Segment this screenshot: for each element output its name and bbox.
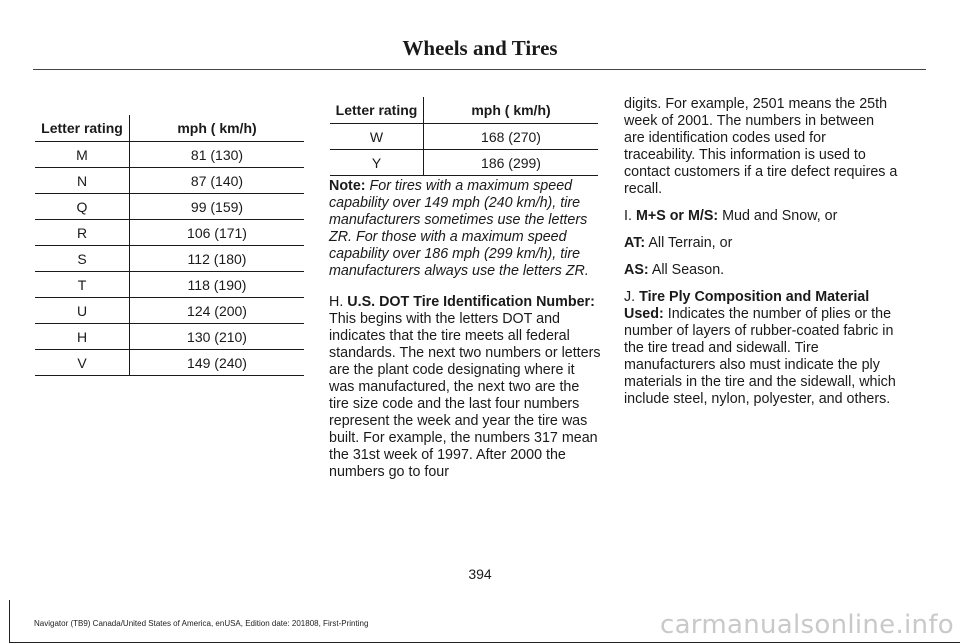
letter-cell: W (330, 124, 424, 150)
crop-mark-left (9, 600, 10, 643)
section-i-prefix: I. (624, 208, 632, 224)
section-h-prefix: H. (329, 294, 344, 310)
letter-cell: R (35, 220, 130, 246)
column-header-letter-rating: Letter rating (35, 115, 130, 142)
at-text: All Terrain, or (648, 235, 733, 251)
section-h-paragraph (329, 294, 603, 481)
letter-cell: N (35, 168, 130, 194)
letter-cell: Y (330, 150, 424, 176)
speed-cell: 168 (270) (424, 124, 599, 150)
page-title: Wheels and Tires (402, 36, 558, 60)
note-paragraph (329, 178, 603, 280)
section-h-continued: digits. For example, 2501 means the 25th week of 2001. The numbers in between are identification codes used for traceability. This information is used to contact customers if a tire defect requires a recall. (624, 96, 898, 197)
table-row (35, 142, 304, 168)
speed-cell: 124 (200) (130, 298, 305, 324)
section-i-label: M+S or M/S: (635, 208, 719, 224)
as-paragraph (624, 262, 898, 279)
speed-cell: 106 (171) (130, 220, 305, 246)
section-i-text: Mud and Snow, or (722, 208, 838, 224)
speed-rating-table-1 (35, 115, 304, 376)
as-label: AS: (624, 262, 649, 278)
letter-cell: T (35, 272, 130, 298)
table-row (35, 324, 304, 350)
table-row (35, 194, 304, 220)
header-divider (33, 69, 926, 70)
section-h-label: U.S. DOT Tire Identification Number: (347, 294, 595, 310)
section-j-text: Indicates the number of plies or the number of layers of rubber-coated fabric in the tire tread and sidewall. Tire manufacturers also must indicate the ply materials in the tire and the sidewall, which include steel, nylon, polyester, and others. (624, 306, 896, 407)
letter-cell: Q (35, 194, 130, 220)
column-header-speed: mph ( km/h) (130, 115, 305, 142)
middle-column (329, 178, 603, 491)
at-label: AT: (624, 235, 646, 251)
column-header-letter-rating: Letter rating (330, 97, 424, 124)
at-paragraph (624, 235, 898, 252)
table-row (330, 150, 598, 176)
speed-rating-table-2 (330, 97, 598, 176)
speed-cell: 149 (240) (130, 350, 305, 376)
table-row (35, 298, 304, 324)
speed-cell: 118 (190) (130, 272, 305, 298)
letter-cell: S (35, 246, 130, 272)
letter-cell: U (35, 298, 130, 324)
column-header-speed: mph ( km/h) (424, 97, 599, 124)
as-text: All Season. (651, 262, 725, 278)
table-row (35, 168, 304, 194)
note-label: Note: (329, 178, 366, 194)
section-i-paragraph (624, 208, 898, 225)
speed-cell: 112 (180) (130, 246, 305, 272)
table-header-row (35, 115, 304, 142)
table-row (330, 124, 598, 150)
letter-cell: V (35, 350, 130, 376)
letter-cell: M (35, 142, 130, 168)
table-header-row (330, 97, 598, 124)
table-row (35, 350, 304, 376)
footer-edition-info: Navigator (TB9) Canada/United States of America, enUSA, Edition date: 201808, First-Printing (34, 619, 369, 628)
table-row (35, 246, 304, 272)
section-j-prefix: J. (624, 289, 636, 305)
section-j-label: Tire Ply Composition and Material Used: (624, 289, 870, 322)
speed-cell: 81 (130) (130, 142, 305, 168)
watermark: carmanualsonline.info (659, 610, 954, 640)
speed-cell: 99 (159) (130, 194, 305, 220)
speed-cell: 87 (140) (130, 168, 305, 194)
table-row (35, 220, 304, 246)
section-j-paragraph (624, 289, 898, 408)
table-row (35, 272, 304, 298)
speed-cell: 130 (210) (130, 324, 305, 350)
letter-cell: H (35, 324, 130, 350)
page-number: 394 (468, 566, 492, 582)
section-h-text: This begins with the letters DOT and indicates that the tire meets all federal standards. The next two numbers or letters are the plant code designating where it was manufactured, the next two are the tire size code and the last four numbers represent the week and year the tire was built. For example, the numbers 317 mean the 31st week of 1997. After 2000 the numbers go to four (329, 311, 601, 480)
speed-cell: 186 (299) (424, 150, 599, 176)
right-column (624, 96, 898, 418)
note-text: For tires with a maximum speed capability over 149 mph (240 km/h), tire manufacturers sometimes use the letters ZR. For those with a maximum speed capability over 186 mph (299 km/h), tire manufacturers always use the letters ZR. (329, 178, 589, 279)
